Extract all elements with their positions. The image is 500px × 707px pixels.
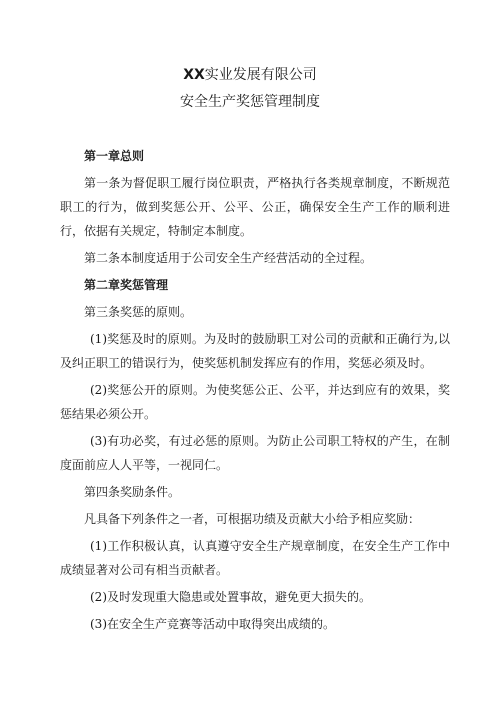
list-item: (3)有功必奖，有过必惩的原则。为防止公司职工特权的产生，在制度面前应人人平等，一视同仁。: [60, 434, 450, 472]
document-title: 安全生产奖惩管理制度: [180, 94, 320, 110]
chapter-heading: 第二章奖惩管理: [84, 278, 169, 292]
company-name-prefix: XX: [183, 67, 205, 83]
paragraph: 凡具备下列条件之一者，可根据功绩及贡献大小给予相应奖励：: [84, 512, 421, 526]
list-item: (1)奖惩及时的原则。为及时的鼓励职工对公司的贡献和正确行为,以及纠正职工的错误行为，使奖惩机制发挥应有的作用，奖惩必须及时。: [60, 332, 450, 370]
chapter-heading: 第一章总则: [84, 149, 145, 163]
paragraph: 第二条本制度适用于公司安全生产经营活动的全过程。: [84, 251, 373, 265]
company-name: [0, 66, 500, 84]
list-item: (1)工作积极认真，认真遵守安全生产规章制度，在安全生产工作中成绩显著对公司有相当贡献者。: [60, 539, 450, 577]
list-item: (3)在安全生产竞赛等活动中取得突出成绩的。: [90, 617, 335, 631]
paragraph: 第一条为督促职工履行岗位职责，严格执行各类规章制度，不断规范职工的行为，做到奖惩公开、公平、公正，确保安全生产工作的顺利进行，依据有关规定，特制定本制度。: [60, 176, 450, 238]
list-item: (2)奖惩公开的原则。为使奖惩公正、公平，并达到应有的效果，奖惩结果必须公开。: [60, 383, 450, 421]
paragraph: 第四条奖励条件。: [84, 485, 181, 499]
list-item: (2)及时发现重大隐患或处置事故，避免更大损失的。: [90, 590, 372, 604]
paragraph: 第三条奖惩的原则。: [84, 305, 193, 319]
company-name-suffix: 实业发展有限公司: [204, 67, 317, 83]
document-body: [60, 144, 450, 639]
